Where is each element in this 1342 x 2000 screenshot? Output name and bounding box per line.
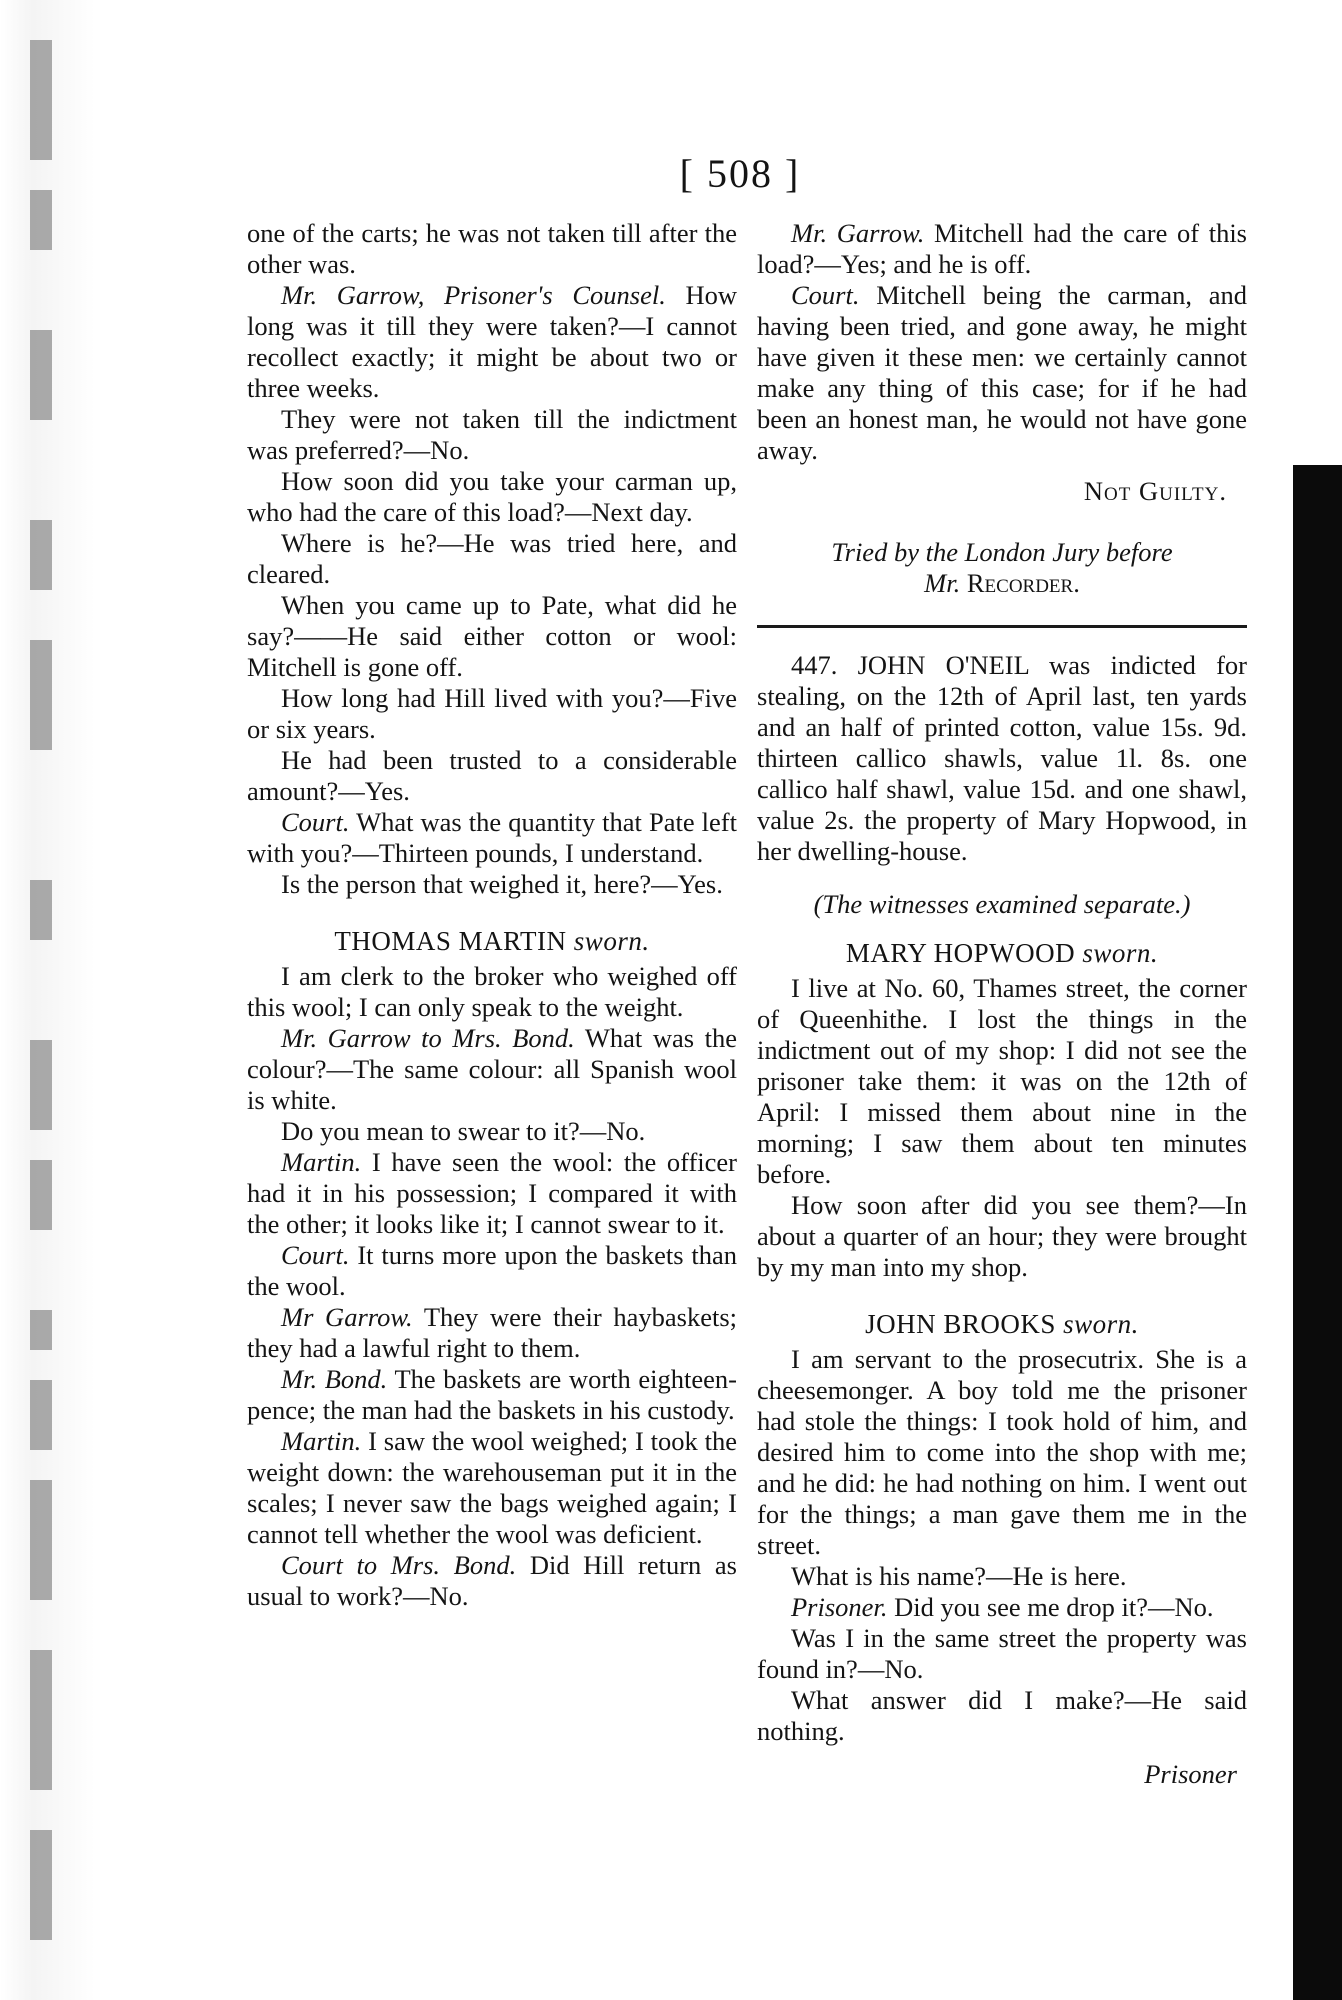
paragraph: When you came up to Pate, what did he say?——He said either cotton or wool: Mitchell is gone off.: [247, 590, 737, 682]
paragraph: [757, 1592, 1247, 1623]
trial-note: [757, 537, 1247, 599]
speaker: Martin.: [281, 1147, 362, 1177]
paragraph-text: It turns more upon the baskets than the wool.: [247, 1240, 737, 1301]
paragraph-text: Mitchell had the care of this load?—Yes; and he is off.: [757, 218, 1247, 279]
paragraph: What is his name?—He is here.: [791, 1561, 1127, 1591]
sworn-label: sworn.: [573, 926, 650, 956]
paragraph: How soon did you take your carman up, who had the care of this load?—Next day.: [247, 466, 737, 527]
speaker: Mr. Garrow to Mrs. Bond.: [281, 1023, 575, 1053]
paragraph: [757, 280, 1247, 466]
paragraph: [247, 1426, 737, 1550]
paragraph: [247, 1550, 737, 1612]
paragraph-text: I saw the wool weighed; I took the weight down: the warehouseman put it in the scales; I never saw the bags weighed again; I cannot tell whether the wool was deficient.: [247, 1426, 737, 1549]
paragraph: Where is he?—He was tried here, and cleared.: [247, 528, 737, 589]
case-paragraph: 447. JOHN O'NEIL was indicted for stealing, on the 12th of April last, ten yards and an half of printed cotton, value 15s. 9d. thirteen callico shawls, value 1l. 8s. one callico half shawl, value 15d. and one shawl, value 2s. the property of Mary Hopwood, in her dwelling-house.: [757, 650, 1247, 866]
speaker: Court.: [281, 807, 350, 837]
paragraph: [247, 1364, 737, 1426]
paragraph: I live at No. 60, Thames street, the corner of Queenhithe. I lost the things in the indictment out of my shop: I did not see the prisoner take them: it was on the 12th of April: I missed them about nine in the morning; I saw them about ten minutes before.: [757, 973, 1247, 1189]
binding-edge: [0, 0, 95, 2000]
witness-name: MARY HOPWOOD: [845, 938, 1076, 968]
section-divider: [757, 625, 1247, 628]
speaker: Court.: [281, 1240, 350, 1270]
trial-note-title: Mr.: [924, 568, 961, 598]
sworn-label: sworn.: [1082, 938, 1159, 968]
paragraph: Was I in the same street the property was found in?—No.: [757, 1623, 1247, 1684]
witness-name: THOMAS MARTIN: [334, 926, 567, 956]
paragraph-text: How long was it till they were taken?—I cannot recollect exactly; it might be about two or three weeks.: [247, 280, 737, 403]
paragraph-text: What was the colour?—The same colour: all Spanish wool is white.: [247, 1023, 738, 1115]
right-column: [757, 218, 1247, 1790]
speaker: Mr. Garrow.: [791, 218, 925, 248]
trial-note-recorder: Recorder.: [966, 568, 1080, 598]
paragraph: [247, 1023, 737, 1116]
left-column: [247, 218, 737, 1612]
paragraph: Is the person that weighed it, here?—Yes.: [281, 869, 723, 899]
paragraph: He had been trusted to a considerable amount?—Yes.: [247, 745, 737, 806]
paragraph: What answer did I make?—He said nothing.: [757, 1685, 1247, 1746]
catchword: Prisoner: [1144, 1759, 1237, 1789]
paragraph: [757, 218, 1247, 280]
paragraph: They were not taken till the indictment was preferred?—No.: [247, 404, 737, 465]
paragraph: How long had Hill lived with you?—Five or six years.: [247, 683, 737, 744]
witness-heading: [247, 926, 737, 957]
paragraph: I am clerk to the broker who weighed off this wool; I can only speak to the weight.: [247, 961, 737, 1022]
paragraph-text: Did you see me drop it?—No.: [887, 1592, 1214, 1622]
paragraph-text: The baskets are worth eighteen-pence; the man had the baskets in his custody.: [247, 1364, 737, 1425]
paragraph: Do you mean to swear to it?—No.: [281, 1116, 646, 1146]
page-number: [ 508 ]: [679, 151, 801, 196]
speaker: Mr Garrow.: [281, 1302, 413, 1332]
speaker: Court to Mrs. Bond.: [281, 1550, 517, 1580]
verdict: Not Guilty.: [1083, 476, 1227, 506]
paragraph: [247, 280, 737, 404]
trial-note-line: [757, 568, 1247, 599]
paragraph: [247, 1240, 737, 1302]
paragraph: [247, 1302, 737, 1364]
speaker: Prisoner.: [791, 1592, 888, 1622]
separate-note: (The witnesses examined separate.): [813, 889, 1191, 919]
paragraph: [247, 807, 737, 869]
speaker: Martin.: [281, 1426, 362, 1456]
trial-note-line: Tried by the London Jury before: [831, 537, 1173, 567]
paragraph: How soon after did you see them?—In about a quarter of an hour; they were brought by my man into my shop.: [757, 1190, 1247, 1282]
speaker: Mr. Bond.: [281, 1364, 388, 1394]
paragraph: I am servant to the prosecutrix. She is a cheesemonger. A boy told me the prisoner had stole the things: I took hold of him, and desired him to come into the shop with me; and he did: he had nothing on him. I went out for the things; a man gave them me in the street.: [757, 1344, 1247, 1560]
witness-heading: [757, 1309, 1247, 1340]
paragraph-text: They were their haybaskets; they had a lawful right to them.: [247, 1302, 737, 1363]
speaker: Court.: [791, 280, 860, 310]
paragraph-text: I have seen the wool: the officer had it in his possession; I compared it with the other; it looks like it; I cannot swear to it.: [247, 1147, 737, 1239]
paragraph: one of the carts; he was not taken till after the other was.: [247, 218, 737, 279]
paragraph: [247, 1147, 737, 1240]
paragraph-text: Did Hill return as usual to work?—No.: [247, 1550, 737, 1611]
witness-name: JOHN BROOKS: [865, 1309, 1056, 1339]
speaker: Mr. Garrow, Prisoner's Counsel.: [281, 280, 666, 310]
sworn-label: sworn.: [1063, 1309, 1139, 1339]
witness-heading: [757, 938, 1247, 969]
page-edge-shadow: [1293, 465, 1342, 2000]
paragraph-text: What was the quantity that Pate left with you?—Thirteen pounds, I understand.: [247, 807, 737, 868]
paragraph-text: Mitchell being the carman, and having been tried, and gone away, he might have given it these men: we certainly cannot make any thing of this case; for if he had been an honest man, he would not have gone away.: [757, 280, 1247, 465]
